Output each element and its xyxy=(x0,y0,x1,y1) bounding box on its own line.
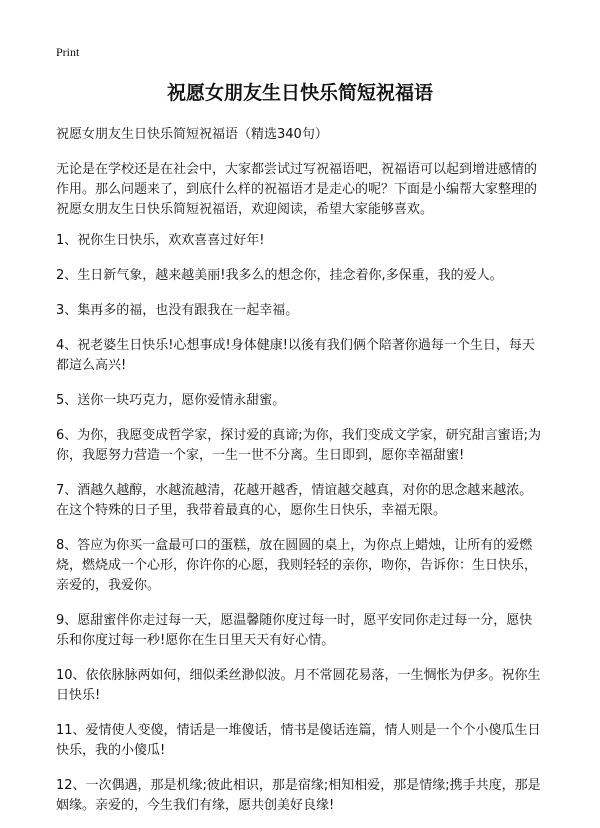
blessing-item: 10、依依脉脉两如何，细似柔丝渺似波。月不常圆花易落，一生惆怅为伊多。祝你生日快乐! xyxy=(56,668,541,703)
blessing-item: 11、爱情使人变傻，情话是一堆傻话，情书是傻话连篇，情人则是一个个小傻瓜生日快乐，我的小傻瓜! xyxy=(56,723,541,758)
blessing-item: 7、酒越久越醇，水越流越清，花越开越香，情谊越交越真，对你的思念越来越浓。在这个特殊的日子里，我带着最真的心，愿你生日快乐，幸福无限。 xyxy=(56,483,533,518)
blessing-item: 1、祝你生日快乐，欢欢喜喜过好年! xyxy=(56,233,265,248)
article-intro: 无论是在学校还是在社会中，大家都尝试过写祝福语吧，祝福语可以起到增进感情的作用。那么问题来了，到底什么样的祝福语才是走心的呢？下面是小编帮大家整理的祝愿女朋友生日快乐简短祝福语，欢迎阅读，希望大家能够喜欢。 xyxy=(56,162,538,217)
article-subtitle: 祝愿女朋友生日快乐简短祝福语（精选340句） xyxy=(56,127,328,142)
blessing-item: 12、一次偶遇，那是机缘;彼此相识，那是宿缘;相知相爱，那是情缘;携手共度，那是姻缘。亲爱的，今生我们有缘，愿共创美好良缘! xyxy=(56,778,541,813)
article-title: 祝愿女朋友生日快乐简短祝福语 xyxy=(166,82,433,104)
blessing-item: 6、为你，我愿变成哲学家，探讨爱的真谛;为你，我们变成文学家，研究甜言蜜语;为你，我愿努力营造一个家，一生一世不分离。生日即到，愿你幸福甜蜜! xyxy=(56,428,542,463)
blessing-item: 3、集再多的福，也没有跟我在一起幸福。 xyxy=(56,303,299,318)
blessing-list xyxy=(56,231,544,816)
blessing-item: 5、送你一块巧克力，愿你爱情永甜蜜。 xyxy=(56,393,286,408)
blessing-item: 2、生日新气象，越来越美丽!我多么的想念你，挂念着你,多保重，我的爱人。 xyxy=(56,268,503,283)
blessing-item: 8、答应为你买一盒最可口的蛋糕，放在圆圆的桌上，为你点上蜡烛，让所有的爱燃烧，燃烧成一个心形，你许你的心愿，我则轻轻的亲你，吻你，告诉你：生日快乐，亲爱的，我爱你。 xyxy=(56,538,538,593)
blessing-item: 9、愿甜蜜伴你走过每一天，愿温馨随你度过每一时，愿平安同你走过每一分，愿快乐和你度过每一秒!愿你在生日里天天有好心情。 xyxy=(56,613,533,648)
print-label[interactable]: Print xyxy=(56,45,80,59)
blessing-item: 4、祝老婆生日快乐!心想事成!身体健康!以後有我们俩个陪著你過每一个生日，每天都這么高兴! xyxy=(56,338,535,373)
